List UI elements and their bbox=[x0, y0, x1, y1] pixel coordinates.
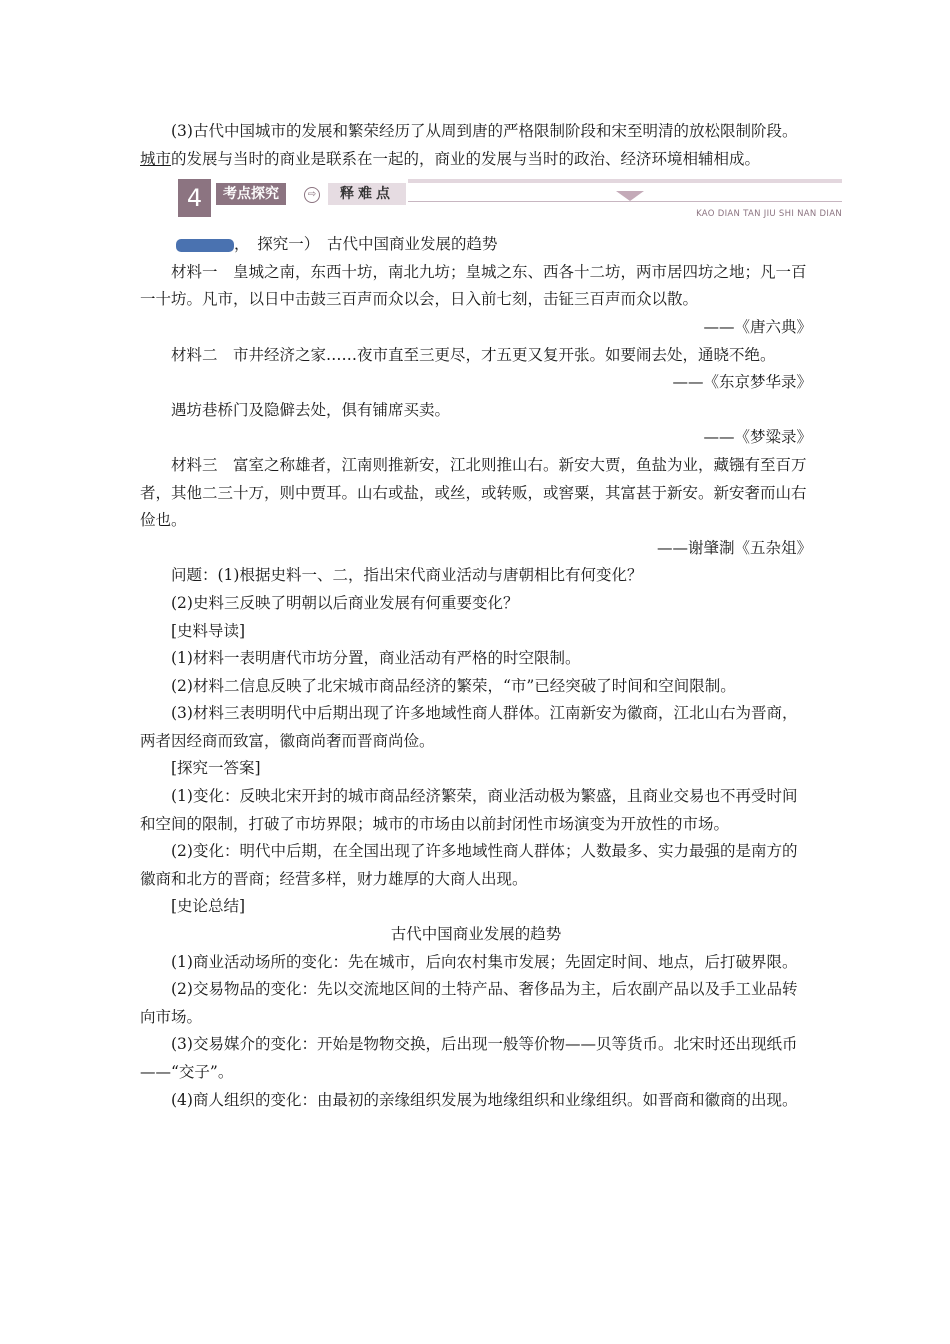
summary-1: (1)商业活动场所的变化：先在城市，后向农村集市发展；先固定时间、地点，后打破界限。 bbox=[171, 952, 798, 971]
banner-tag-shinandian: 释难点 bbox=[328, 183, 406, 205]
summary-label: [史论总结] bbox=[171, 897, 246, 916]
document-page bbox=[140, 118, 842, 1114]
label-pill bbox=[176, 239, 234, 252]
answer-1: (1)变化：反映北宋开封的城市商品经济繁荣，商业活动极为繁盛，且商业交易也不再受时间和空间的限制，打破了市坊界限；城市的市场由以前封闭性市场演变为开放性的市场。 bbox=[140, 787, 798, 833]
guide-label: [史料导读] bbox=[171, 621, 246, 640]
guide-1: (1)材料一表明唐代市坊分置，商业活动有严格的时空限制。 bbox=[171, 649, 581, 668]
banner-stripe bbox=[408, 179, 842, 183]
summary-title: 古代中国商业发展的趋势 bbox=[390, 925, 562, 944]
section-number: 4 bbox=[178, 179, 211, 217]
material-1-source: ——《唐六典》 bbox=[703, 317, 812, 336]
material-2b: 遇坊巷桥门及隐僻去处，俱有铺席买卖。 bbox=[171, 400, 451, 419]
underlined-term: 城市 bbox=[140, 149, 172, 168]
material-2-source: ——《东京梦华录》 bbox=[672, 373, 812, 392]
summary-2: (2)交易物品的变化：先以交流地区间的土特产品、奢侈品为主，后农副产品以及手工业品转向市场。 bbox=[140, 980, 798, 1026]
question-2: (2)史料三反映了明朝以后商业发展有何重要变化？ bbox=[171, 593, 519, 612]
arrow-icon: ⇨ bbox=[304, 187, 320, 203]
question-1: 问题：(1)根据史料一、二，指出宋代商业活动与唐朝相比有何变化？ bbox=[171, 566, 643, 585]
section-banner bbox=[178, 179, 842, 219]
material-2: 材料二 市井经济之家……夜市直至三更尽，才五更又复开张。如要闹去处，通晓不绝。 bbox=[171, 345, 776, 364]
explore-heading: ， 探究一） 古代中国商业发展的趋势 bbox=[140, 231, 812, 259]
banner-tag-kaodian: 考点探究 bbox=[216, 183, 286, 205]
answer-label: [探究一答案] bbox=[171, 759, 261, 778]
guide-3: (3)材料三表明明代中后期出现了许多地域性商人群体。江南新安为徽商，江北山右为晋商，两者因经商而致富，徽商尚奢而晋商尚俭。 bbox=[140, 704, 798, 750]
summary-4: (4)商人组织的变化：由最初的亲缘组织发展为地缘组织和业缘组织。如晋商和徽商的出现。 bbox=[171, 1090, 798, 1109]
guide-2: (2)材料二信息反映了北宋城市商品经济的繁荣，“市”已经突破了时间和空间限制。 bbox=[171, 676, 736, 695]
material-3: 材料三 富室之称雄者，江南则推新安，江北则推山右。新安大贾，鱼盐为业，藏镪有至百万者，其他二三十万，则中贾耳。山右或盐，或丝，或转贩，或窖粟，其富甚于新安。新安奢而山右俭也。 bbox=[140, 455, 807, 530]
summary-3: (3)交易媒介的变化：开始是物物交换，后出现一般等价物——贝等货币。北宋时还出现纸币——“交子”。 bbox=[140, 1035, 798, 1081]
banner-english: KAO DIAN TAN JIU SHI NAN DIAN bbox=[696, 209, 842, 220]
material-1: 材料一 皇城之南，东西十坊，南北九坊；皇城之东、西各十二坊，两市居四坊之地；凡一百一十坊。凡市，以日中击鼓三百声而众以会，日入前七刻，击钲三百声而众以散。 bbox=[140, 262, 807, 309]
material-2b-source: ——《梦粱录》 bbox=[703, 428, 812, 447]
swoosh-icon bbox=[616, 191, 644, 201]
material-3-source: ——谢肇淛《五杂俎》 bbox=[656, 538, 812, 557]
answer-2: (2)变化：明代中后期，在全国出现了许多地域性商人群体；人数最多、实力最强的是南方的徽商和北方的晋商；经营多样，财力雄厚的大商人出现。 bbox=[140, 842, 798, 888]
intro-paragraph: (3)古代中国城市的发展和繁荣经历了从周到唐的严格限制阶段和宋至明清的放松限制阶段。城市的发展与当时的商业是联系在一起的，商业的发展与当时的政治、经济环境相辅相成。 bbox=[140, 122, 798, 168]
